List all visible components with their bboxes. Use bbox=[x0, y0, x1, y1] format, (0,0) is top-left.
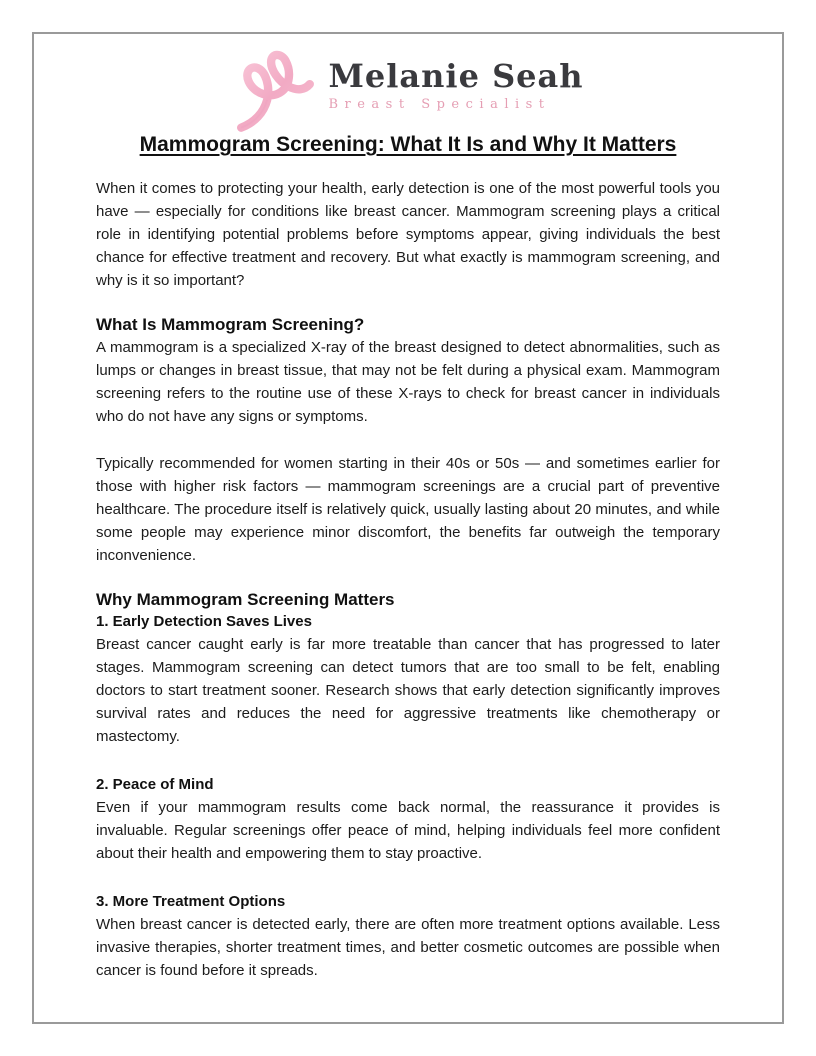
section-heading-what-is: What Is Mammogram Screening? bbox=[96, 315, 365, 334]
pink-ribbon-icon bbox=[232, 44, 324, 136]
intro-paragraph: When it comes to protecting your health, early detection is one of the most powerful tools you have — especially for conditions like breast cancer. Mammogram screening plays a critical role in identifying potential problems before symptoms appear, giving individuals the best chance for effective treatment and recovery. But what exactly is mammogram screening, and why is it so important? bbox=[96, 180, 720, 289]
clinic-logo bbox=[96, 42, 720, 128]
early-detection-paragraph: Breast cancer caught early is far more treatable than cancer that has progressed to later stages. Mammogram screening can detect tumors that are too small to be felt, enabling doctors to start treatment sooner. Research shows that early detection significantly improves survival rates and reduces the need for aggressive treatments like chemotherapy or mastectomy. bbox=[96, 636, 720, 745]
page-title: Mammogram Screening: What It Is and Why It Matters bbox=[139, 133, 677, 156]
what-is-paragraph-2: Typically recommended for women starting in their 40s or 50s — and sometimes earlier for those with higher risk factors — mammogram screenings are a crucial part of preventive healthcare. The procedure itself is relatively quick, usually lasting about 20 minutes, and while some people may experience minor discomfort, the benefits far outweigh the temporary inconvenience. bbox=[96, 455, 720, 564]
subheading-peace-of-mind: 2. Peace of Mind bbox=[96, 776, 214, 793]
peace-of-mind-paragraph: Even if your mammogram results come back normal, the reassurance it provides is invaluable. Regular screenings offer peace of mind, helping individuals feel more confident about their health and empowering them to stay proactive. bbox=[96, 799, 720, 862]
logo-text-block bbox=[328, 58, 583, 112]
more-treatment-options-paragraph: When breast cancer is detected early, there are often more treatment options available. Less invasive therapies, shorter treatment times, and better cosmetic outcomes are possible when cancer is found before it spreads. bbox=[96, 916, 720, 979]
logo-tagline: Breast Specialist bbox=[328, 97, 551, 112]
logo-name: Melanie Seah bbox=[328, 57, 584, 95]
section-heading-why-matters: Why Mammogram Screening Matters bbox=[96, 590, 395, 609]
document-content bbox=[96, 42, 720, 982]
subheading-early-detection: 1. Early Detection Saves Lives bbox=[96, 613, 312, 630]
what-is-paragraph-1: A mammogram is a specialized X-ray of the breast designed to detect abnormalities, such as lumps or changes in breast tissue, that may not be felt during a physical exam. Mammogram screening refers to the routine use of these X-rays to check for breast cancer in individuals who do not have any signs or symptoms. bbox=[96, 339, 720, 425]
subheading-more-treatment-options: 3. More Treatment Options bbox=[96, 893, 286, 910]
